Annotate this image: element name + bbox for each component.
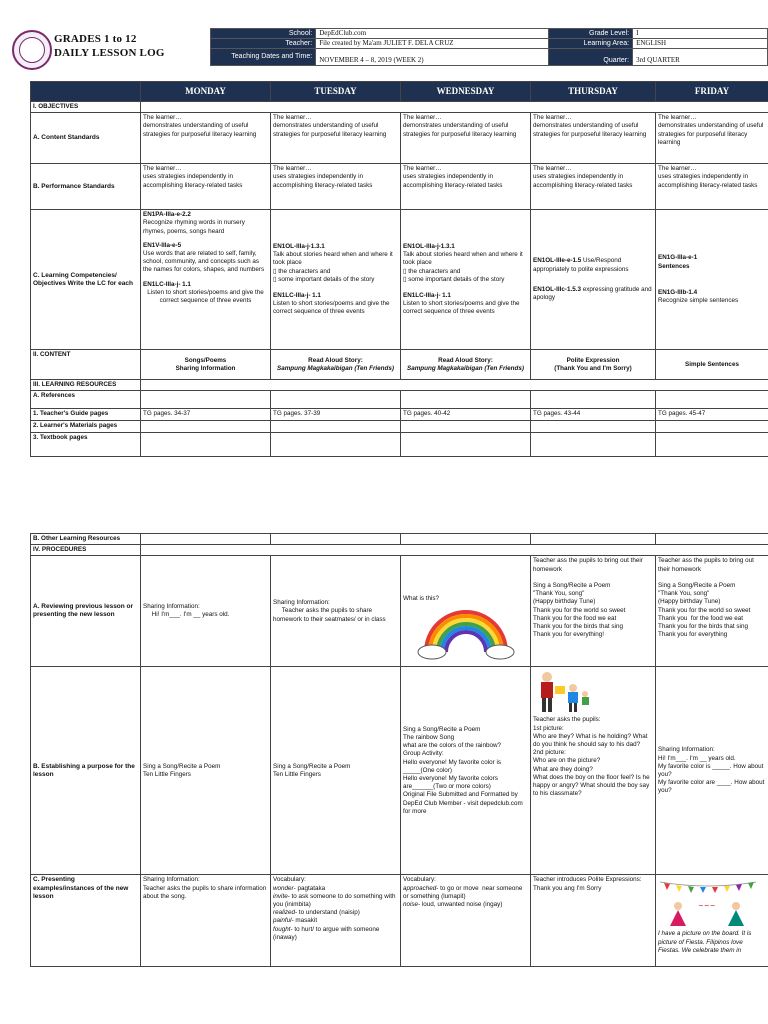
empty-cell <box>271 534 401 545</box>
cell-text: Teacher asks the pupils: 1st picture: Who are they? What is he holding? What do you think he should say to his dad? 2nd picture: Who are on the picture? What are they doing? What does the boy on the floor feel? Is he happy or angry? What should the boy say to his classmate? <box>533 716 650 798</box>
content-standards-tue <box>271 113 401 164</box>
content-standards-mon <box>141 113 271 164</box>
competencies-mon <box>141 210 271 350</box>
vocab-def: - pagtataka <box>293 884 326 892</box>
competency-code: EN1LC-IIIa-j- 1.1 <box>403 291 451 299</box>
competency-code: EN1V-IIIa-e-5 <box>143 241 182 249</box>
competency-text: Talk about stories heard when and where it took place ▯ the characters and ▯ some important details of the story <box>403 251 523 283</box>
competency-code: EN1OL-IIIe-e-1.5 <box>533 257 582 265</box>
vocab-def: - to go or move near someone or something (lumapit) <box>403 884 525 900</box>
cell-text: Teacher introduces Polite Expressions: Thank you ang I'm Sorry <box>533 876 642 892</box>
school-label: School: <box>211 29 316 39</box>
content-story: Sampung Magkakaibigan (Ten Friends) <box>407 364 524 372</box>
cell-text: Polite Expression (Thank You and I'm Sorry) <box>554 356 632 372</box>
vocab-def: - masakit <box>291 917 318 925</box>
content-thu <box>531 350 656 380</box>
presenting-tue <box>271 875 401 967</box>
vocab-word: painful <box>273 917 292 925</box>
cell-text: The learner… uses strategies independently in accomplishing literacy-related tasks <box>658 165 758 189</box>
vocab-word: realized <box>273 909 296 917</box>
performance-standards-label: B. Performance Standards <box>31 164 141 210</box>
content-fri <box>656 350 768 380</box>
tg-pages-wed: TG pages. 40-42 <box>401 409 531 420</box>
purpose-mon <box>141 667 271 875</box>
area-label: Learning Area: <box>548 39 632 49</box>
competency-text: Talk about stories heard when and where it took place ▯ the characters and ▯ some important details of the story <box>273 251 393 283</box>
presenting-mon <box>141 875 271 967</box>
competencies-tue <box>271 210 401 350</box>
quarter-value: 3rd QUARTER <box>633 49 768 66</box>
competency-text: Listen to short stories/poems and give the correct sequence of three events <box>403 300 522 316</box>
cell-text: The learner… uses strategies independently in accomplishing literacy-related tasks <box>273 165 373 189</box>
empty-cell <box>401 391 531 409</box>
cell-text: The learner… uses strategies independently in accomplishing literacy-related tasks <box>533 165 633 189</box>
competencies-thu <box>531 210 656 350</box>
grade-value: I <box>633 29 768 39</box>
competency-code: EN1PA-IIIa-e-2.2 <box>143 211 191 219</box>
vocab-def: - to hurt/ to argue with someone (inaway) <box>273 925 382 941</box>
lesson-log-table-procedures <box>30 533 768 967</box>
vocab-item <box>273 885 398 893</box>
content-title: Read Aloud Story: <box>438 356 493 364</box>
rainbow-icon <box>416 608 516 660</box>
dates-label: Teaching Dates and Time: <box>211 49 316 66</box>
content-tue <box>271 350 401 380</box>
vocab-word: fought <box>273 925 291 933</box>
cell-text: The learner… demonstrates understanding of useful strategies for purposeful literacy learning <box>143 114 257 138</box>
empty-cell <box>141 432 271 456</box>
content-title: Read Aloud Story: <box>308 356 363 364</box>
competency-code: EN1OL-IIIc-1.5.3 <box>533 285 581 293</box>
vocab-title: Vocabulary: <box>403 876 436 884</box>
competency-text: Use/Respond appropriately to polite expressions <box>533 257 629 273</box>
cell-text: Songs/Poems Sharing Information <box>175 356 236 372</box>
competency-text: Recognize rhyming words in nursery rhymes, poems, songs heard <box>143 219 247 235</box>
content-standards-wed <box>401 113 531 164</box>
vocab-word: wonder <box>273 884 294 892</box>
cell-text: Sing a Song/Recite a Poem Ten Little Fingers <box>143 762 221 778</box>
tg-label: 1. Teacher's Guide pages <box>31 409 141 420</box>
empty-cell <box>271 391 401 409</box>
textbook-label: 3. Textbook pages <box>31 432 141 456</box>
purpose-label: B. Establishing a purpose for the lesson <box>31 667 141 875</box>
cell-text: Sharing Information: Hi! I'm___. I'm __ years old. My favorite color is _____. How about you? My favorite color are ____. How about you? <box>658 746 765 795</box>
empty-cell <box>656 534 768 545</box>
competency-text: Sentences <box>658 262 690 270</box>
competency-text: Recognize simple sentences <box>658 296 739 304</box>
document-header <box>10 28 768 72</box>
cell-text: The learner… demonstrates understanding of useful strategies for purposeful literacy learning <box>533 114 647 138</box>
quarter-label: Quarter: <box>548 49 632 66</box>
procedures-label: IV. PROCEDURES <box>31 545 141 556</box>
competency-text: Listen to short stories/poems and give the correct sequence of three events <box>273 300 392 316</box>
procedures-empty <box>141 545 768 556</box>
cell-text: Simple Sentences <box>685 360 739 368</box>
reviewing-mon <box>141 556 271 667</box>
svg-text:~~~: ~~~ <box>698 902 716 911</box>
competency-text: Use words that are related to self, family, school, community, and concepts such as the names for colors, shapes, and numbers <box>143 250 265 274</box>
teacher-value: File created by Ma'am JULIET F. DELA CRUZ <box>316 39 549 49</box>
vocab-word: approached <box>403 884 437 892</box>
presenting-wed <box>401 875 531 967</box>
title-line-1: GRADES 1 to 12 <box>54 33 137 45</box>
empty-cell <box>531 432 656 456</box>
lm-label: 2. Learner's Materials pages <box>31 420 141 432</box>
content-standards-thu <box>531 113 656 164</box>
competency-text: Listen to short stories/poems and give the correct sequence of three events <box>147 288 266 305</box>
reviewing-wed <box>401 556 531 667</box>
vocab-word: invite <box>273 892 288 900</box>
document-title <box>54 32 165 60</box>
empty-cell <box>141 534 271 545</box>
cell-text: Sing a Song/Recite a Poem Ten Little Fingers <box>273 762 351 778</box>
objectives-label: I. OBJECTIVES <box>31 102 141 113</box>
competency-code: EN1LC-IIIa-j- 1.1 <box>143 280 191 288</box>
objectives-empty <box>141 102 768 113</box>
resources-empty <box>141 380 768 391</box>
fiesta-picture-icon <box>658 878 758 928</box>
cell-text: Sharing Information: Teacher asks the pupils to share information about the song. <box>143 876 267 900</box>
cell-text: Teacher ass the pupils to bring out their homework Sing a Song/Recite a Poem "Thank You, song" (Happy birthday Tune) Thank you for the world so sweet Thank you for the food we eat Thank you for the birds that sing Thank you for everything <box>658 557 754 639</box>
presenting-thu <box>531 875 656 967</box>
vocab-word: noise <box>403 901 419 909</box>
tg-pages-thu: TG pages. 43-44 <box>531 409 656 420</box>
content-standards-label: A. Content Standards <box>31 113 141 164</box>
area-value: ENGLISH <box>633 39 768 49</box>
reviewing-tue <box>271 556 401 667</box>
lesson-log-table-objectives <box>30 81 768 457</box>
empty-cell <box>531 391 656 409</box>
vocab-title: Vocabulary: <box>273 876 306 884</box>
competency-code: EN1OL-IIIa-j-1.3.1 <box>273 242 325 250</box>
cell-text: The learner… uses strategies independently in accomplishing literacy-related tasks <box>403 165 503 189</box>
empty-cell <box>271 432 401 456</box>
references-label: A. References <box>31 391 141 409</box>
empty-cell <box>141 391 271 409</box>
competency-code: EN1G-IIIb-1.4 <box>658 288 698 296</box>
performance-standards-thu <box>531 164 656 210</box>
resources-label: III. LEARNING RESOURCES <box>31 380 141 391</box>
presenting-label: C. Presenting examples/instances of the new lesson <box>31 875 141 967</box>
content-label: II. CONTENT <box>31 350 141 380</box>
competency-code: EN1LC-IIIa-j- 1.1 <box>273 291 321 299</box>
empty-cell <box>401 420 531 432</box>
tg-pages-fri: TG pages. 45-47 <box>656 409 768 420</box>
vocab-def: - to ask someone to do something with you (inimbita) <box>273 892 398 909</box>
competency-text: expressing gratitude and apology <box>533 285 654 301</box>
content-standards-fri <box>656 113 768 164</box>
cell-text: Teacher ass the pupils to bring out their homework Sing a Song/Recite a Poem "Thank You, song" (Happy birthday Tune) Thank you for the world so sweet Thank you for the food we eat Thank you for the birds that sing Thank you for everything! <box>533 557 643 639</box>
cell-text: The learner… demonstrates understanding of useful strategies for purposeful literacy learning <box>273 114 387 138</box>
content-story: Sampung Magkakaibigan (Ten Friends) <box>277 364 394 372</box>
vocab-item <box>273 926 398 942</box>
deped-seal-icon <box>12 30 52 70</box>
tg-pages-mon: TG pages. 34-37 <box>141 409 271 420</box>
performance-standards-fri <box>656 164 768 210</box>
empty-cell <box>656 432 768 456</box>
vocab-item <box>273 893 398 909</box>
tg-pages-tue: TG pages. 37-39 <box>271 409 401 420</box>
empty-cell <box>656 391 768 409</box>
empty-cell <box>271 420 401 432</box>
competencies-wed <box>401 210 531 350</box>
school-value: DepEdClub.com <box>316 29 549 39</box>
performance-standards-tue <box>271 164 401 210</box>
vocab-item <box>273 917 398 925</box>
empty-cell <box>531 420 656 432</box>
cell-text: The learner… demonstrates understanding of useful strategies for purposeful literacy learning <box>658 114 764 146</box>
day-header-wednesday: WEDNESDAY <box>401 82 531 102</box>
performance-standards-mon <box>141 164 271 210</box>
empty-cell <box>656 420 768 432</box>
cell-text: What is this? <box>403 595 440 603</box>
vocab-item <box>273 909 398 917</box>
content-mon <box>141 350 271 380</box>
presenting-fri <box>656 875 768 967</box>
father-son-picture-icon <box>533 670 597 714</box>
dates-value: NOVEMBER 4 – 8, 2019 (WEEK 2) <box>316 49 549 66</box>
grade-label: Grade Level: <box>548 29 632 39</box>
reviewing-thu <box>531 556 656 667</box>
cell-text: Sharing Information: Teacher asks the pupils to share homework to their seatmates/ or in class <box>273 599 386 623</box>
vocab-def: - loud, unwanted noise (ingay) <box>418 901 503 909</box>
vocab-item <box>403 901 528 909</box>
cell-text: The learner… demonstrates understanding of useful strategies for purposeful literacy learning <box>403 114 517 138</box>
cell-text: I have a picture on the board. It is picture of Fiesta. Filipinos love Fiestas. We celebrate them in <box>658 930 754 954</box>
reviewing-label: A. Reviewing previous lesson or presenting the new lesson <box>31 556 141 667</box>
purpose-tue <box>271 667 401 875</box>
day-header-monday: MONDAY <box>141 82 271 102</box>
vocab-item <box>403 885 528 901</box>
purpose-fri <box>656 667 768 875</box>
empty-cell <box>141 420 271 432</box>
empty-cell <box>531 534 656 545</box>
day-header-thursday: THURSDAY <box>531 82 656 102</box>
competency-code: EN1OL-IIIa-j-1.3.1 <box>403 242 455 250</box>
vocab-def: - to understand (naisip) <box>295 909 360 917</box>
empty-cell <box>401 534 531 545</box>
cell-text: Sing a Song/Recite a Poem The rainbow Song what are the colors of the rainbow? Group Activity: Hello everyone! My favorite color is _____(One color) Hello everyone! My favorite colors are______(Two or more colors) Original File Submitted and Formatted by DepEd Club Member - visit depedclub.com for more <box>403 725 523 815</box>
competency-code: EN1G-IIIa-e-1 <box>658 254 698 262</box>
content-wed <box>401 350 531 380</box>
cell-text: Sharing Information: Hi! I'm___. I'm __ years old. <box>143 603 230 619</box>
performance-standards-wed <box>401 164 531 210</box>
competencies-label: C. Learning Competencies/ Objectives Write the LC for each <box>31 210 141 350</box>
purpose-thu <box>531 667 656 875</box>
cell-text: The learner… uses strategies independently in accomplishing literacy-related tasks <box>143 165 243 189</box>
purpose-wed <box>401 667 531 875</box>
other-resources-label: B. Other Learning Resources <box>31 534 141 545</box>
corner-cell <box>31 82 141 102</box>
teacher-label: Teacher: <box>211 39 316 49</box>
title-line-2: DAILY LESSON LOG <box>54 47 165 59</box>
day-header-friday: FRIDAY <box>656 82 768 102</box>
header-info-table <box>210 28 768 66</box>
competencies-fri <box>656 210 768 350</box>
empty-cell <box>401 432 531 456</box>
day-header-tuesday: TUESDAY <box>271 82 401 102</box>
reviewing-fri <box>656 556 768 667</box>
